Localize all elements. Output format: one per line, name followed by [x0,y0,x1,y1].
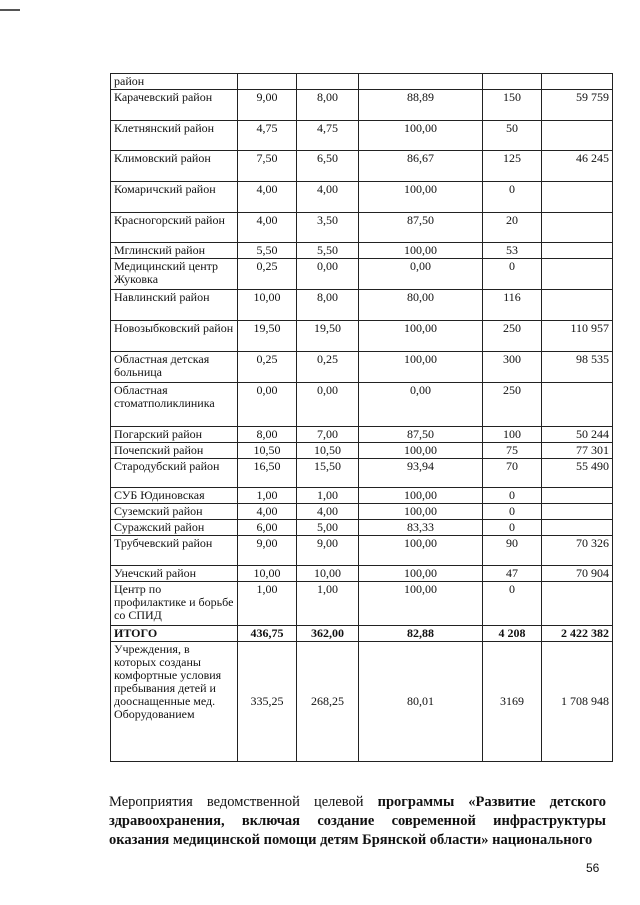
value-cell-c4: 0 [483,182,542,213]
value-cell-c1: 4,75 [238,121,297,151]
value-cell-c4: 0 [483,504,542,520]
table-row [111,459,613,488]
row-name-cell: Учреждения, в которых созданы комфортные условия пребывания детей и дооснащенные мед. Оборудованием [111,642,238,762]
value-cell-c5: 46 245 [542,151,613,182]
table-row [111,213,613,243]
value-cell-c3: 100,00 [359,566,483,582]
row-name-cell: СУБ Юдиновская [111,488,238,504]
value-cell-c4: 100 [483,427,542,443]
row-name-cell: Областная детская больница [111,352,238,383]
value-cell-c3: 80,01 [359,642,483,762]
value-cell-c1: 1,00 [238,582,297,626]
row-name-cell: Почепский район [111,443,238,459]
value-cell-c5: 55 490 [542,459,613,488]
value-cell-c4: 0 [483,520,542,536]
value-cell-c3: 100,00 [359,443,483,459]
value-cell-c1: 7,50 [238,151,297,182]
data-table [110,73,613,762]
value-cell-c4: 75 [483,443,542,459]
paragraph-bold: программы «Развитие детского здравоохранения, включая создание современной инфраструктуры оказания медицинской помощи детям Брянской области» национального [109,794,607,848]
value-cell-c2: 0,00 [297,383,359,427]
value-cell-c4: 3169 [483,642,542,762]
value-cell-c3 [359,74,483,90]
value-cell-c1: 5,50 [238,243,297,259]
row-name-cell: Трубчевский район [111,536,238,566]
row-name-cell: Клетнянский район [111,121,238,151]
value-cell-c2: 3,50 [297,213,359,243]
value-cell-c2 [297,74,359,90]
value-cell-c2: 5,50 [297,243,359,259]
table-row [111,182,613,213]
value-cell-c3: 100,00 [359,321,483,352]
value-cell-c1: 335,25 [238,642,297,762]
value-cell-c3: 100,00 [359,243,483,259]
value-cell-c4: 20 [483,213,542,243]
table-row [111,259,613,290]
value-cell-c2: 10,00 [297,566,359,582]
table-row [111,151,613,182]
table-row [111,427,613,443]
table-row [111,488,613,504]
table-row [111,536,613,566]
value-cell-c5: 1 708 948 [542,642,613,762]
value-cell-c1: 4,00 [238,504,297,520]
value-cell-c3: 100,00 [359,352,483,383]
scan-mark [0,9,20,11]
value-cell-c2: 10,50 [297,443,359,459]
total-row [111,626,613,642]
value-cell-c2: 5,00 [297,520,359,536]
value-cell-c1: 19,50 [238,321,297,352]
value-cell-c5 [542,121,613,151]
value-cell-c1: 8,00 [238,427,297,443]
value-cell-c1: 10,50 [238,443,297,459]
value-cell-c5 [542,182,613,213]
value-cell-c4 [483,74,542,90]
value-cell-c3: 100,00 [359,504,483,520]
table-row [111,383,613,427]
value-cell-c1: 0,25 [238,259,297,290]
value-cell-c2: 0,00 [297,259,359,290]
value-cell-c5: 70 326 [542,536,613,566]
table-row [111,566,613,582]
value-cell-c2: 8,00 [297,290,359,321]
body-paragraph [109,793,606,850]
value-cell-c3: 100,00 [359,536,483,566]
table-row [111,504,613,520]
value-cell-c2: 4,00 [297,182,359,213]
value-cell-c5 [542,74,613,90]
value-cell-c3: 0,00 [359,383,483,427]
page-number: 56 [586,861,600,875]
table-row [111,243,613,259]
value-cell-c1: 1,00 [238,488,297,504]
value-cell-c3: 100,00 [359,582,483,626]
value-cell-c5: 70 904 [542,566,613,582]
value-cell-c1: 9,00 [238,90,297,121]
value-cell-c5: 98 535 [542,352,613,383]
value-cell-c5 [542,243,613,259]
value-cell-c4: 125 [483,151,542,182]
value-cell-c2: 1,00 [297,582,359,626]
value-cell-c2: 4,75 [297,121,359,151]
value-cell-c2: 8,00 [297,90,359,121]
value-cell-c5 [542,213,613,243]
row-name-cell: Суражский район [111,520,238,536]
value-cell-c1: 0,25 [238,352,297,383]
value-cell-c2: 9,00 [297,536,359,566]
value-cell-c5 [542,488,613,504]
table-row [111,352,613,383]
value-cell-c4: 0 [483,259,542,290]
value-cell-c2: 6,50 [297,151,359,182]
value-cell-c4: 4 208 [483,626,542,642]
value-cell-c2: 1,00 [297,488,359,504]
row-name-cell: Областная стоматполиклиника [111,383,238,427]
value-cell-c5 [542,582,613,626]
value-cell-c1: 16,50 [238,459,297,488]
value-cell-c4: 300 [483,352,542,383]
value-cell-c4: 70 [483,459,542,488]
value-cell-c5 [542,259,613,290]
row-name-cell: Медицинский центр Жуковка [111,259,238,290]
value-cell-c3: 87,50 [359,427,483,443]
value-cell-c4: 250 [483,321,542,352]
table-row [111,520,613,536]
row-name-cell: Климовский район [111,151,238,182]
value-cell-c1 [238,74,297,90]
value-cell-c4: 50 [483,121,542,151]
row-name-cell: район [111,74,238,90]
value-cell-c1: 6,00 [238,520,297,536]
value-cell-c3: 86,67 [359,151,483,182]
value-cell-c1: 4,00 [238,213,297,243]
table-body [111,74,613,762]
value-cell-c3: 83,33 [359,520,483,536]
value-cell-c5 [542,504,613,520]
institutions-row [111,642,613,762]
row-name-cell: Новозыбковский район [111,321,238,352]
value-cell-c4: 53 [483,243,542,259]
table-row [111,290,613,321]
value-cell-c2: 362,00 [297,626,359,642]
value-cell-c2: 15,50 [297,459,359,488]
value-cell-c5: 2 422 382 [542,626,613,642]
value-cell-c5: 59 759 [542,90,613,121]
value-cell-c2: 0,25 [297,352,359,383]
row-name-cell: Унечский район [111,566,238,582]
value-cell-c4: 150 [483,90,542,121]
value-cell-c1: 10,00 [238,290,297,321]
value-cell-c3: 82,88 [359,626,483,642]
row-name-cell: Суземский район [111,504,238,520]
value-cell-c5 [542,520,613,536]
table-row [111,321,613,352]
value-cell-c3: 0,00 [359,259,483,290]
value-cell-c3: 88,89 [359,90,483,121]
value-cell-c2: 7,00 [297,427,359,443]
value-cell-c1: 10,00 [238,566,297,582]
value-cell-c2: 19,50 [297,321,359,352]
value-cell-c3: 80,00 [359,290,483,321]
value-cell-c3: 93,94 [359,459,483,488]
value-cell-c3: 100,00 [359,182,483,213]
value-cell-c5: 110 957 [542,321,613,352]
row-name-cell: Красногорский район [111,213,238,243]
value-cell-c3: 100,00 [359,488,483,504]
value-cell-c5: 50 244 [542,427,613,443]
table-row [111,582,613,626]
value-cell-c1: 4,00 [238,182,297,213]
row-name-cell: Карачевский район [111,90,238,121]
value-cell-c4: 0 [483,582,542,626]
table-row [111,74,613,90]
row-name-cell: Центр по профилактике и борьбе со СПИД [111,582,238,626]
paragraph-lead: Мероприятия ведомственной целевой [109,794,364,810]
row-name-cell: ИТОГО [111,626,238,642]
value-cell-c2: 4,00 [297,504,359,520]
value-cell-c4: 0 [483,488,542,504]
value-cell-c5: 77 301 [542,443,613,459]
value-cell-c5 [542,383,613,427]
row-name-cell: Комаричский район [111,182,238,213]
value-cell-c3: 100,00 [359,121,483,151]
table-row [111,121,613,151]
table-row [111,90,613,121]
row-name-cell: Мглинский район [111,243,238,259]
row-name-cell: Навлинский район [111,290,238,321]
value-cell-c1: 9,00 [238,536,297,566]
value-cell-c4: 90 [483,536,542,566]
value-cell-c4: 47 [483,566,542,582]
value-cell-c1: 436,75 [238,626,297,642]
value-cell-c2: 268,25 [297,642,359,762]
row-name-cell: Стародубский район [111,459,238,488]
table-row [111,443,613,459]
value-cell-c1: 0,00 [238,383,297,427]
value-cell-c3: 87,50 [359,213,483,243]
value-cell-c4: 250 [483,383,542,427]
value-cell-c5 [542,290,613,321]
value-cell-c4: 116 [483,290,542,321]
row-name-cell: Погарский район [111,427,238,443]
